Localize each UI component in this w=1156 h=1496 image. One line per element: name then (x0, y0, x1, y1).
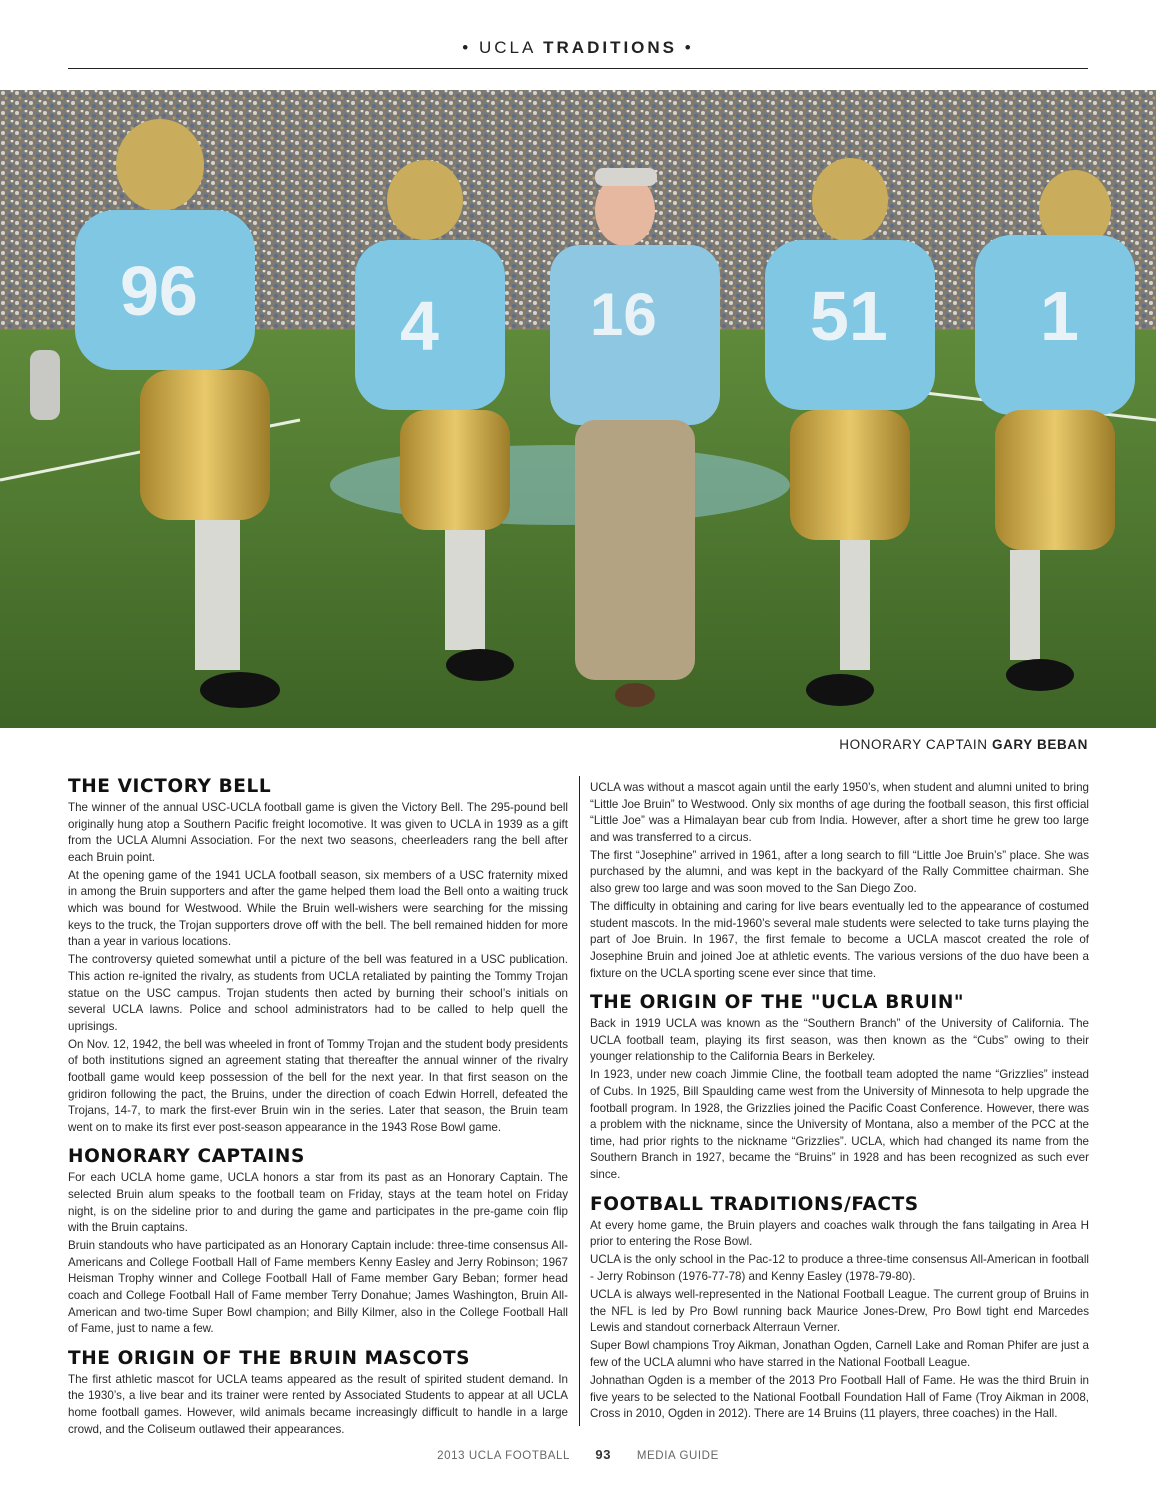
right-column (590, 780, 1089, 1424)
paragraph: Bruin standouts who have participated as an Honorary Captain include: three-time consensus All-Americans and College Football Hall of Fame members Kenny Easley and Jerry Robinson; 1967 Heisman Trophy winner and College Football Hall of Fame member Gary Beban; former head coach and College Football Hall of Fame member Terry Donahue; James Washington, Bruin All-American and two-time Super Bowl champion; and Billy Kilmer, also in the College Football Hall of Fame, just to name a few. (68, 1239, 568, 1336)
jersey-number: 4 (400, 287, 439, 365)
jersey-number: 51 (810, 277, 888, 355)
jersey-number: 96 (120, 252, 198, 330)
bullet-right: • (684, 38, 694, 57)
column-divider (579, 776, 580, 1426)
paragraph: The difficulty in obtaining and caring for live bears eventually led to the appearance of costumed student mascots. In the mid-1960’s several male students were selected to take turns playing the part of Joe Bruin. In 1967, the first female to become a UCLA mascot created the role of Josephine Bruin and joined Joe at athletic events. The various versions of the duo have been a fixture on the UCLA sporting scene ever since that time. (590, 900, 1089, 980)
section-heading: THE ORIGIN OF THE BRUIN MASCOTS (68, 1347, 471, 1369)
paragraph: In 1923, under new coach Jimmie Cline, the football team adopted the name “Grizzlies” instead of Cubs. In 1925, Bill Spaulding came west from the University of Minnesota to help upgrade the football program. In 1928, the Grizzlies joined the Pacific Coast Conference. However, there was a problem with the nickname, since the University of Montana, also a member of the PCC at the time, had prior rights to the nickname “Grizzlies”. UCLA, which had changed its name from the Southern Branch in 1927, became the “Bruins” in 1928 and has been recognized as such ever since. (590, 1068, 1089, 1181)
caption-prefix: HONORARY CAPTAIN (839, 737, 988, 752)
page-number: 93 (595, 1447, 612, 1462)
paragraph: The first “Josephine” arrived in 1961, after a long search to fill “Little Joe Bruin’s” place. She was purchased by the alumni, and was kept in the backyard of the Rally Committee chairman. She also grew too large and was soon moved to the San Diego Zoo. (590, 848, 1089, 896)
header-traditions: TRADITIONS (543, 38, 678, 57)
paragraph: At every home game, the Bruin players and coaches walk through the fans tailgating in Area H prior to entering the Rose Bowl. (590, 1218, 1089, 1249)
section-heading: FOOTBALL TRADITIONS/FACTS (590, 1193, 919, 1215)
section-heading: HONORARY CAPTAINS (68, 1146, 305, 1168)
page-footer (0, 1447, 1156, 1462)
page-header (68, 34, 1088, 69)
paragraph: Back in 1919 UCLA was known as the “Southern Branch” of the University of California. The UCLA football team, playing its first season, was then known as the “Cubs” owing to their younger relationship to the California Bears in Berkeley. (590, 1017, 1089, 1064)
jersey-number: 16 (590, 281, 657, 348)
paragraph: UCLA is always well-represented in the National Football League. The current group of Bruins in the NFL is led by Pro Bowl running back Maurice Jones-Drew, Pro Bowl tight end Marcedes Lewis and standout cornerback Alterraun Verner. (590, 1287, 1089, 1335)
gary-beban (550, 168, 720, 707)
paragraph: The first athletic mascot for UCLA teams appeared as the result of spirited student demand. In the 1930’s, a live bear and its trainer were rented by Associated Students to appear at all UCLA home football games. However, wild animals became increasingly difficult to handle in a large crowd, and the Coliseum outlawed their appearances. (68, 1372, 568, 1436)
photo-caption (839, 737, 1088, 752)
paragraph: Johnathan Ogden is a member of the 2013 Pro Football Hall of Fame. He was the third Bruin in five years to be selected to the National Football Foundation Hall of Fame (Troy Aikman in 2008, Cross in 2010, Ogden in 2012). There are 14 Bruins (11 players, three coaches) in the Hall. (590, 1373, 1089, 1421)
footer-publication: 2013 UCLA FOOTBALL (437, 1450, 570, 1462)
article-section (68, 1348, 568, 1438)
paragraph: On Nov. 12, 1942, the bell was wheeled in front of Tommy Trojan and the student body presidents of both institutions signed an agreement stating that thereafter the annual winner of the rivalry football game would keep possession of the bell for the next year. In that first season on the gridiron following the pact, the Bruins, under the direction of coach Edwin Horrell, defeated the Trojans, 14-7, to mark the first-ever Bruin win in the series. Later that season, the Bruin team went on to make its first ever post-season appearance in the 1943 Rose Bowl game. (68, 1037, 568, 1134)
article-section (590, 1194, 1089, 1423)
footer-media-guide: MEDIA GUIDE (636, 1450, 719, 1462)
paragraph: For each UCLA home game, UCLA honors a star from its past as an Honorary Captain. The selected Bruin alum speaks to the football team on Friday, stays at the team hotel on Friday night, is on the sideline prior to and during the game and participates in the pre-game coin flip with the Bruin captains. (68, 1171, 568, 1235)
jersey-number: 1 (1040, 277, 1079, 355)
caption-name: GARY BEBAN (991, 737, 1088, 752)
photo-illustration (0, 90, 1156, 728)
paragraph: The winner of the annual USC-UCLA football game is given the Victory Bell. The 295-pound bell originally hung atop a Southern Pacific freight locomotive. It was given to UCLA in 1939 as a gift from the UCLA Alumni Association. For the next two seasons, cheerleaders rang the bell after each Bruin point. (68, 801, 568, 864)
paragraph: At the opening game of the 1941 UCLA football season, six members of a USC fraternity mixed in among the Bruin supporters and after the game helped them load the Bell onto a waiting truck which was bound for Westwood. While the Bruin well-wishers were searching for the missing keys to the truck, the Trojan supporters drove off with the bell. The bell remained hidden for more than a year in various locations. (68, 868, 568, 949)
section-heading: THE ORIGIN OF THE "UCLA BRUIN" (590, 992, 965, 1014)
article-section (68, 776, 568, 1136)
bullet-left: • (462, 38, 472, 57)
article-section (68, 1146, 568, 1337)
paragraph: The controversy quieted somewhat until a picture of the bell was featured in a USC publication. This action re-ignited the rivalry, as students from UCLA retaliated by painting the Tommy Trojan statue on the USC campus. Trojan students then acted by burning their school’s initials on several UCLA lawns. Police and school administrators had to be called to help quell the uprisings. (68, 953, 568, 1033)
article-section (590, 780, 1089, 982)
field-logo (330, 445, 790, 525)
team-photo (0, 90, 1156, 728)
left-column (68, 776, 568, 1440)
section-title (462, 34, 693, 62)
paragraph: UCLA was without a mascot again until the early 1950’s, when student and alumni united to bring “Little Joe Bruin” to Westwood. Only six months of age during the football season, this first official “Little Joe” was a Himalayan bear cub from India. However, after a short time he grew too large and was transferred to a circus. (590, 781, 1089, 844)
paragraph: UCLA is the only school in the Pac-12 to produce a three-time consensus All-American in football - Jerry Robinson (1976-77-78) and Kenny Easley (1978-79-80). (590, 1253, 1089, 1283)
header-ucla: UCLA (478, 38, 536, 57)
paragraph: Super Bowl champions Troy Aikman, Jonathan Ogden, Carnell Lake and Roman Phifer are just a few of the UCLA alumni who have starred in the National Football League. (590, 1339, 1089, 1369)
section-heading: THE VICTORY BELL (68, 776, 272, 797)
article-section (590, 992, 1089, 1183)
